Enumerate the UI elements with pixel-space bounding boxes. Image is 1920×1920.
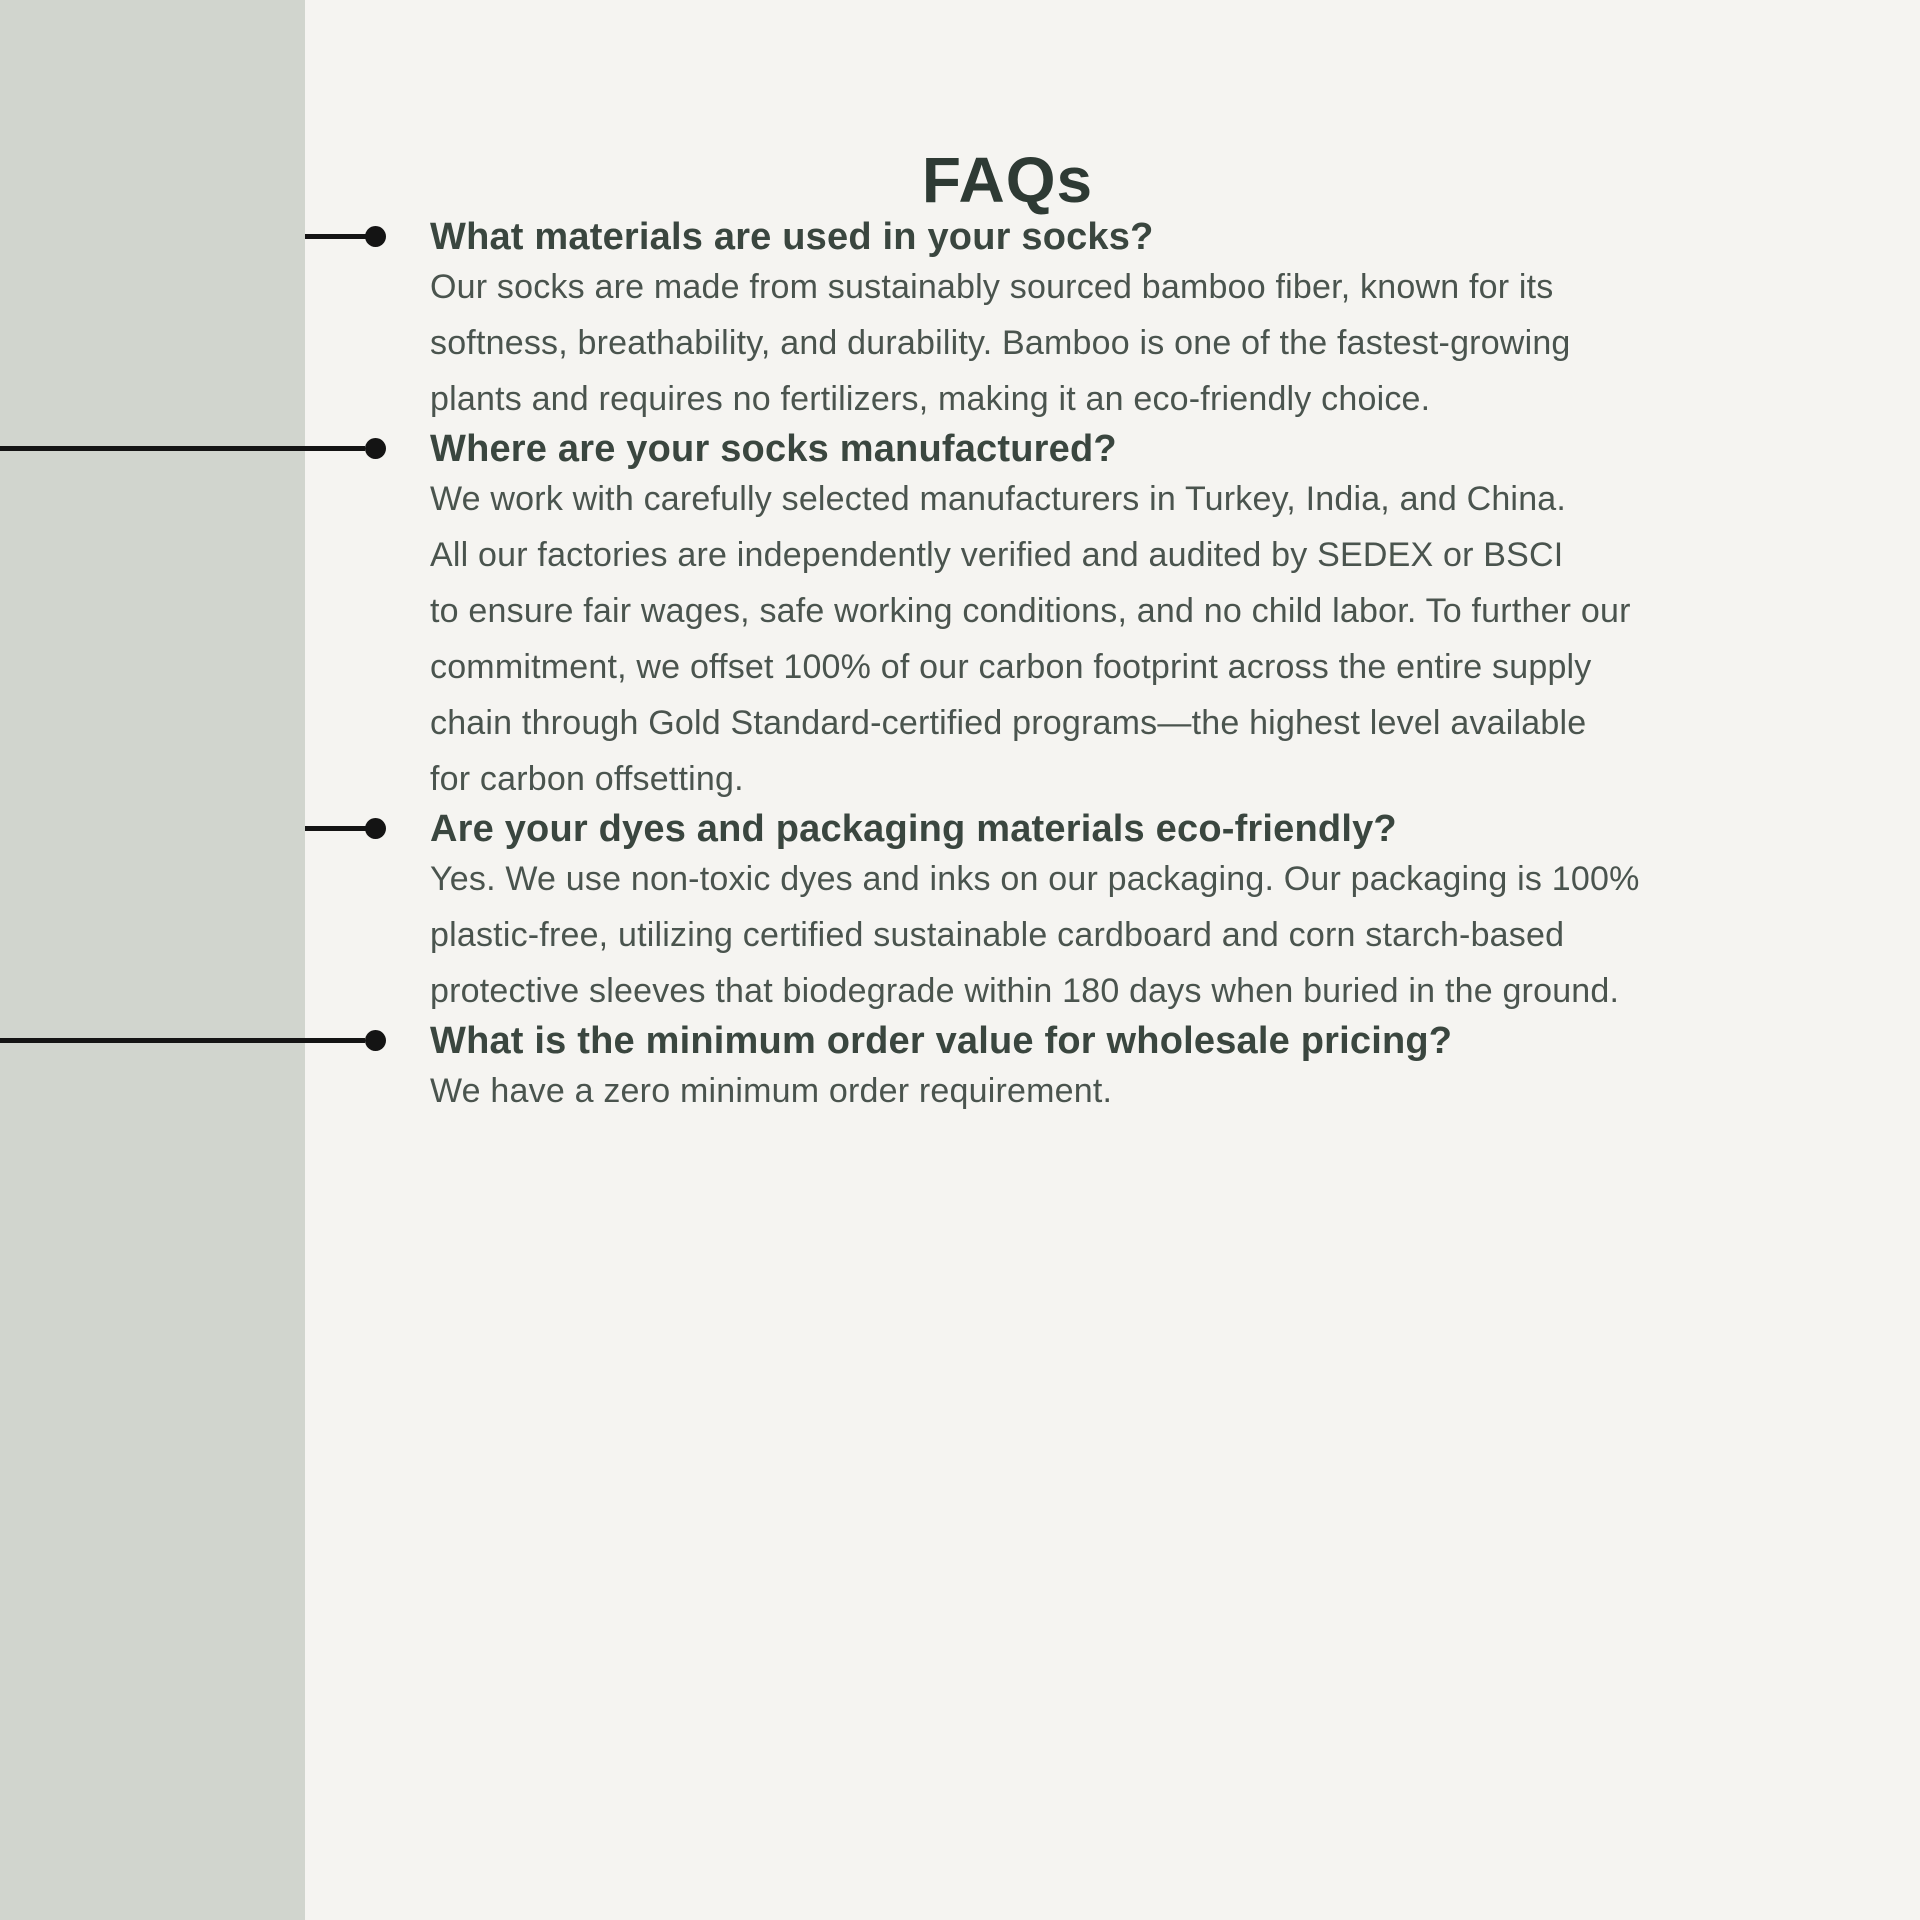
faq-answer — [430, 851, 1640, 1019]
answer-line: We work with carefully selected manufacturers in Turkey, India, and China. — [430, 480, 1567, 518]
faq-question — [430, 427, 1640, 471]
connector-line — [305, 234, 367, 239]
connector-line — [0, 1038, 365, 1043]
sidebar-panel — [0, 0, 305, 1920]
answer-line: All our factories are independently verified and audited by SEDEX or BSCI — [430, 536, 1564, 574]
bullet-dot-icon — [365, 818, 386, 839]
answer-line: to ensure fair wages, safe working conditions, and no child labor. To further our — [430, 592, 1631, 630]
answer-line: for carbon offsetting. — [430, 760, 744, 798]
faq-question — [430, 1019, 1640, 1063]
faq-content — [430, 0, 1640, 1119]
faq-question-text: Are your dyes and packaging materials eco-friendly? — [430, 808, 1397, 850]
answer-line: chain through Gold Standard-certified programs—the highest level available — [430, 704, 1587, 742]
faq-question-text: What is the minimum order value for wholesale pricing? — [430, 1020, 1453, 1062]
faq-answer — [430, 259, 1640, 427]
answer-line: plastic-free, utilizing certified sustainable cardboard and corn starch-based — [430, 916, 1565, 954]
answer-line: We have a zero minimum order requirement. — [430, 1072, 1113, 1110]
page-title: FAQs — [921, 144, 1094, 216]
answer-line: Yes. We use non-toxic dyes and inks on our packaging. Our packaging is 100% — [430, 860, 1640, 898]
answer-line: plants and requires no fertilizers, making it an eco-friendly choice. — [430, 380, 1431, 418]
faq-question-text: What materials are used in your socks? — [430, 216, 1154, 258]
faq-question-text: Where are your socks manufactured? — [430, 428, 1117, 470]
answer-line: Our socks are made from sustainably sourced bamboo fiber, known for its — [430, 268, 1554, 306]
answer-line: commitment, we offset 100% of our carbon footprint across the entire supply — [430, 648, 1592, 686]
faq-question — [430, 807, 1640, 851]
faq-answer — [430, 1063, 1640, 1119]
faq-question — [430, 215, 1640, 259]
bullet-dot-icon — [365, 226, 386, 247]
answer-line: softness, breathability, and durability. Bamboo is one of the fastest-growing — [430, 324, 1571, 362]
connector-line — [0, 446, 365, 451]
connector-line — [305, 826, 367, 831]
answer-line: protective sleeves that biodegrade within 180 days when buried in the ground. — [430, 972, 1620, 1010]
faq-answer — [430, 471, 1640, 807]
bullet-dot-icon — [365, 1030, 386, 1051]
bullet-dot-icon — [365, 438, 386, 459]
